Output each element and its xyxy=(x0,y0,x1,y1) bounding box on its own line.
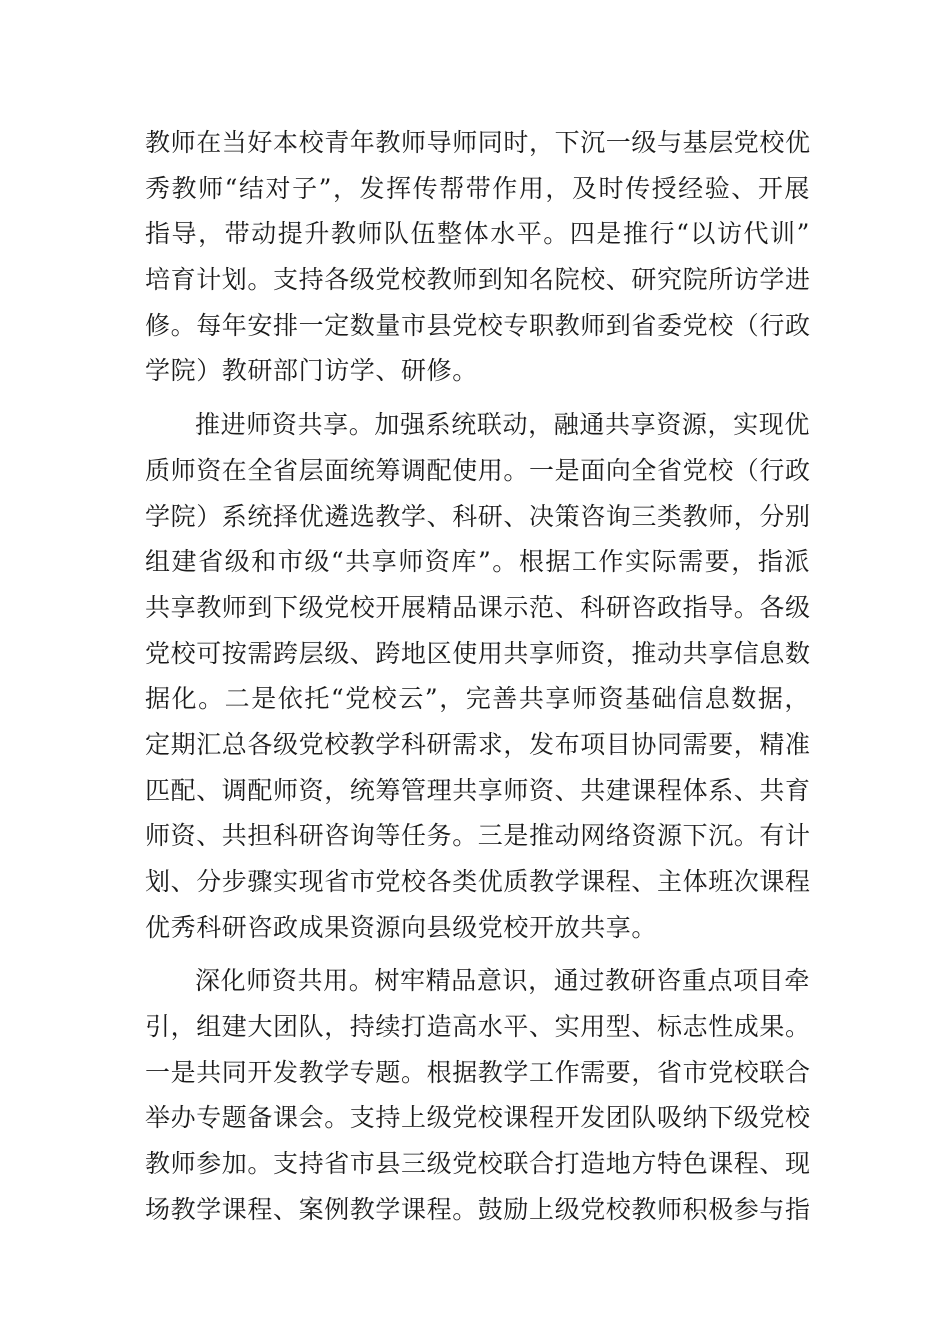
text-line: 培育计划。支持各级党校教师到知名院校、研究院所访学进 xyxy=(145,265,811,295)
text-line: 推进师资共享。加强系统联动，融通共享资源，实现优 xyxy=(195,410,810,440)
text-line: 优秀科研咨政成果资源向县级党校开放共享。 xyxy=(145,912,658,942)
text-line: 引，组建大团队，持续打造高水平、实用型、标志性成果。 xyxy=(145,1012,811,1042)
paragraph-2 xyxy=(145,402,810,950)
text-line: 质师资在全省层面统筹调配使用。一是面向全省党校（行政 xyxy=(145,455,811,485)
text-line: 组建省级和市级“共享师资库”。根据工作实际需要，指派 xyxy=(145,547,810,577)
text-line: 党校可按需跨层级、跨地区使用共享师资，推动共享信息数 xyxy=(145,638,811,668)
paragraph-1 xyxy=(145,120,810,394)
text-line: 场教学课程、案例教学课程。鼓励上级党校教师积极参与指 xyxy=(145,1194,811,1224)
text-line: 秀教师“结对子”，发挥传帮带作用，及时传授经验、开展 xyxy=(145,173,810,203)
text-line: 修。每年安排一定数量市县党校专职教师到省委党校（行政 xyxy=(145,310,811,340)
body-text xyxy=(145,120,810,1233)
text-line: 师资、共担科研咨询等任务。三是推动网络资源下沉。有计 xyxy=(145,821,811,851)
text-line: 教师参加。支持省市县三级党校联合打造地方特色课程、现 xyxy=(145,1149,811,1179)
text-line: 教师在当好本校青年教师导师同时，下沉一级与基层党校优 xyxy=(145,128,811,157)
text-line: 共享教师到下级党校开展精品课示范、科研咨政指导。各级 xyxy=(145,592,811,622)
paragraph-gap xyxy=(145,950,810,958)
text-line: 匹配、调配师资，统筹管理共享师资、共建课程体系、共育 xyxy=(145,775,811,805)
text-line: 一是共同开发教学专题。根据教学工作需要，省市党校联合 xyxy=(145,1057,811,1087)
text-line: 定期汇总各级党校教学科研需求，发布项目协同需要，精准 xyxy=(145,729,811,759)
text-line: 举办专题备课会。支持上级党校课程开发团队吸纳下级党校 xyxy=(145,1103,811,1133)
text-line: 划、分步骤实现省市党校各类优质教学课程、主体班次课程 xyxy=(145,867,811,896)
paragraph-3 xyxy=(145,958,810,1232)
text-line: 学院）系统择优遴选教学、科研、决策咨询三类教师，分别 xyxy=(145,501,811,531)
paragraph-gap xyxy=(145,394,810,402)
text-line: 学院）教研部门访学、研修。 xyxy=(145,356,478,386)
text-line: 据化。二是依托“党校云”，完善共享师资基础信息数据， xyxy=(145,684,810,714)
text-line: 指导，带动提升教师队伍整体水平。四是推行“以访代训” xyxy=(145,219,810,249)
text-line: 深化师资共用。树牢精品意识，通过教研咨重点项目牵 xyxy=(195,966,810,996)
